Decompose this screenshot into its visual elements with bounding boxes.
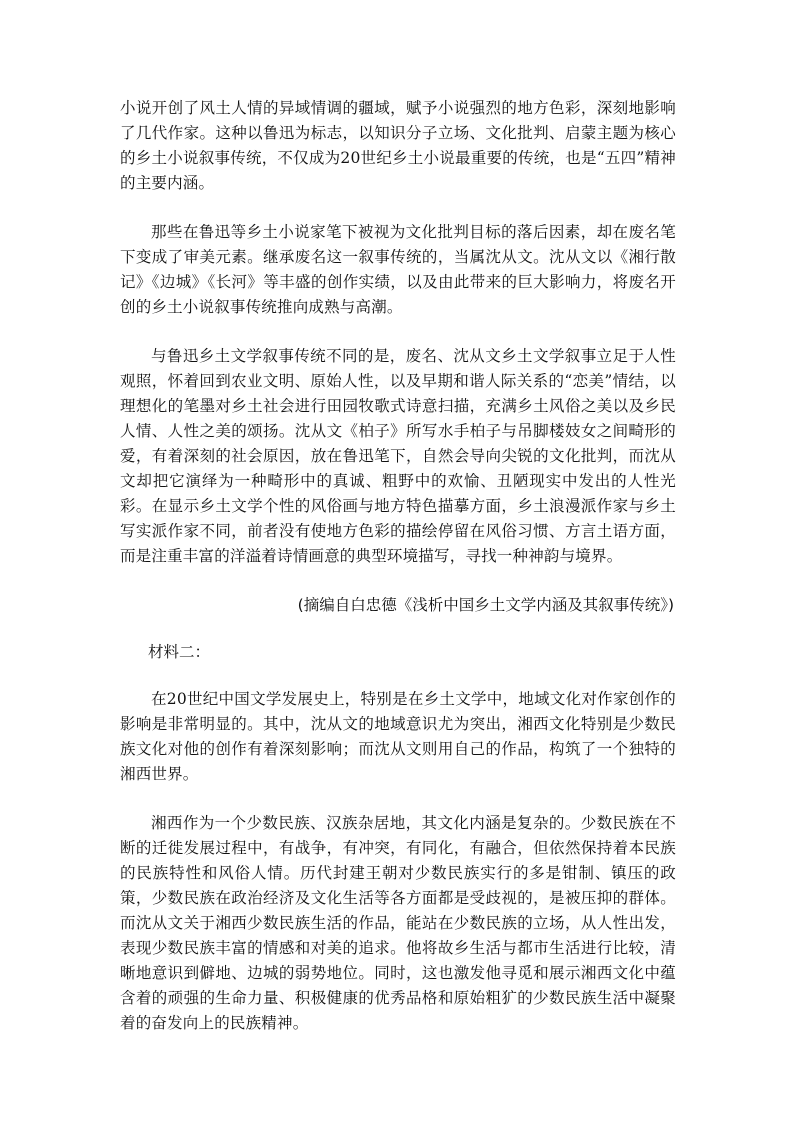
paragraph-contrast: 与鲁迅乡土文学叙事传统不同的是，废名、沈从文乡土文学叙事立足于人性观照，怀着回到农业文明、原始人性，以及早期和谐人际关系的“恋美”情结，以理想化的笔墨对乡土社会进行田园牧歌式诗意扫描，充满乡土风俗之美以及乡民人情、人性之美的颂扬。沈从文《柏子》所写水手柏子与吊脚楼妓女之间畸形的爱，有着深刻的社会原因，放在鲁迅笔下，自然会导向尖锐的文化批判，而沈从文却把它演绎为一种畸形中的真诚、粗野中的欢愉、丑陋现实中发出的人性光彩。在显示乡土文学个性的风俗画与地方特色描摹方面，乡土浪漫派作家与乡土写实派作家不同，前者没有使地方色彩的描绘停留在风俗习惯、方言土语方面，而是注重丰富的洋溢着诗情画意的典型环境描写，寻找一种神韵与境界。	[120, 347, 676, 565]
paragraph-xiangxi: 湘西作为一个少数民族、汉族杂居地，其文化内涵是复杂的。少数民族在不断的迁徙发展过程中，有战争，有冲突，有同化，有融合，但依然保持着本民族的民族特性和风俗人情。历代封建王朝对少数民族实行的多是钳制、镇压的政策，少数民族在政治经济及文化生活等各方面都是受歧视的，是被压抑的群体。而沈从文关于湘西少数民族生活的作品，能站在少数民族的立场，从人性出发，表现少数民族丰富的情感和对美的追求。他将故乡生活与都市生活进行比较，清晰地意识到僻地、边城的弱势地位。同时，这也激发他寻觅和展示湘西文化中蕴含着的顽强的生命力量、积极健康的优秀品格和原始粗犷的少数民族生活中凝聚着的奋发向上的民族精神。	[120, 814, 676, 1032]
document-page	[120, 96, 676, 1060]
section-heading-material-two: 材料二：	[148, 643, 211, 661]
paragraph-regional-culture: 在20世纪中国文学发展史上，特别是在乡土文学中，地域文化对作家创作的影响是非常明显的。其中，沈从文的地域意识尤为突出，湘西文化特别是少数民族文化对他的创作有着深刻影响；而沈从文则用自己的作品，构筑了一个独特的湘西世界。	[120, 690, 676, 783]
paragraph-continuation: 小说开创了风土人情的异域情调的疆域，赋予小说强烈的地方色彩，深刻地影响了几代作家。这种以鲁迅为标志，以知识分子立场、文化批判、启蒙主题为核心的乡土小说叙事传统，不仅成为20世纪乡土小说最重要的传统，也是“五四”精神的主要内涵。	[120, 99, 676, 192]
source-citation: (摘编自白忠德《浅析中国乡土文学内涵及其叙事传统》)	[297, 596, 674, 614]
paragraph-feiming: 那些在鲁迅等乡土小说家笔下被视为文化批判目标的落后因素，却在废名笔下变成了审美元素。继承废名这一叙事传统的，当属沈从文。沈从文以《湘行散记》《边城》《长河》等丰盛的创作实绩，以及由此带来的巨大影响力，将废名开创的乡土小说叙事传统推向成熟与高潮。	[120, 223, 676, 316]
